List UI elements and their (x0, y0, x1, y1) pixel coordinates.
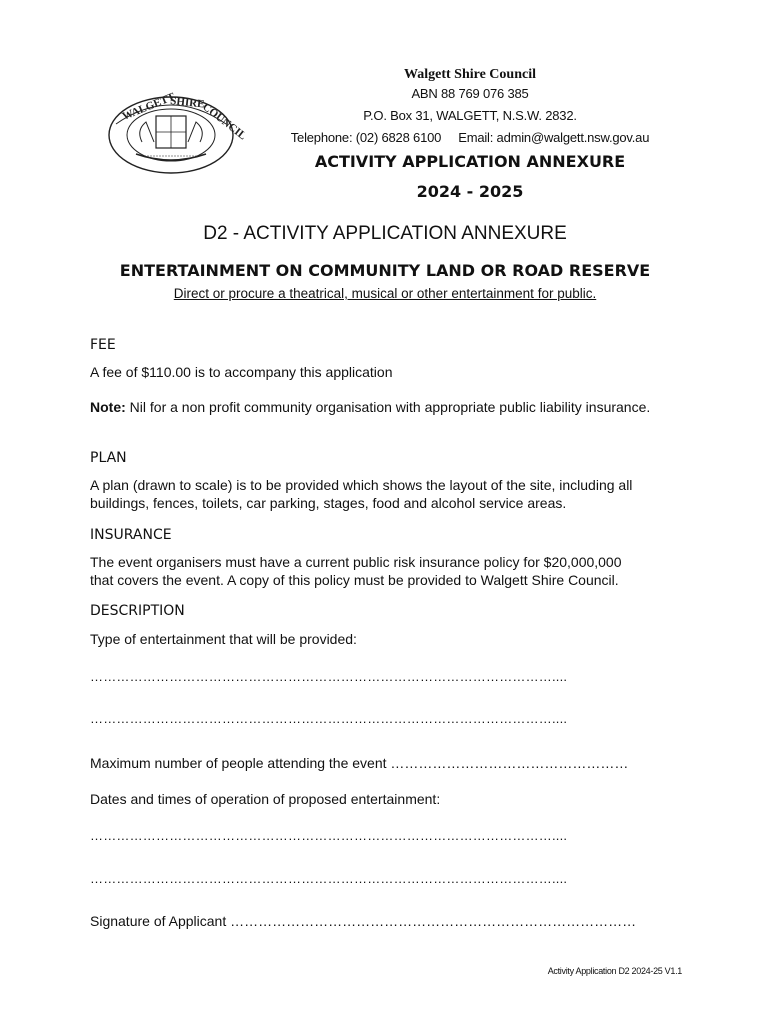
dates-times-line-2[interactable]: …………………………………………………………………………………………….... (90, 871, 568, 886)
dates-times-line-1[interactable]: …………………………………………………………………………………………….... (90, 828, 568, 843)
abn-number: ABN 88 769 076 385 (411, 86, 529, 101)
page-title: D2 - ACTIVITY APPLICATION ANNEXURE (203, 223, 567, 244)
fee-heading: FEE (90, 337, 116, 353)
plan-heading: PLAN (90, 450, 127, 466)
svg-text:COUNCIL: COUNCIL (200, 100, 249, 143)
council-seal-logo (106, 90, 249, 176)
note-label: Note: (90, 399, 126, 415)
contact-line (250, 130, 690, 145)
document-title: ACTIVITY APPLICATION ANNEXURE (314, 152, 626, 171)
insurance-line-1: The event organisers must have a current public risk insurance policy for $20,000,000 (90, 554, 622, 570)
description-heading: DESCRIPTION (90, 603, 185, 619)
intro-text: Direct or procure a theatrical, musical or other entertainment for public. (173, 286, 597, 301)
max-people-field[interactable]: Maximum number of people attending the event …………………………………………… (90, 755, 629, 771)
entertainment-type-label: Type of entertainment that will be provided: (90, 631, 357, 647)
entertainment-type-line-1[interactable]: …………………………………………………………………………………………….... (90, 669, 568, 684)
dates-times-label: Dates and times of operation of proposed entertainment: (90, 791, 441, 807)
svg-text:WALGETT: WALGETT (120, 90, 177, 123)
plan-text: A plan (drawn to scale) is to be provided which shows the layout of the site, including all buildings, fences, toilets, car parking, stages, food and alcohol service areas. (90, 477, 633, 511)
fee-text: A fee of $110.00 is to accompany this application (90, 364, 393, 380)
footer-version: Activity Application D2 2024-25 V1.1 (547, 966, 682, 976)
svg-text:SHIRE: SHIRE (169, 95, 206, 111)
insurance-line-2: that covers the event. A copy of this policy must be provided to Walgett Shire Council. (90, 572, 619, 588)
signature-field[interactable]: Signature of Applicant …………………………………………………………………………… (90, 913, 637, 929)
insurance-heading: INSURANCE (90, 527, 172, 543)
note-text: Nil for a non profit community organisation with appropriate public liability insurance. (125, 399, 651, 415)
document-year: 2024 - 2025 (416, 182, 524, 201)
email-link[interactable]: Email: admin@walgett.nsw.gov.au (458, 130, 650, 145)
entertainment-type-line-2[interactable]: …………………………………………………………………………………………….... (90, 711, 568, 726)
telephone: Telephone: (02) 6828 6100 (290, 130, 442, 145)
postal-address: P.O. Box 31, WALGETT, N.S.W. 2832. (363, 108, 577, 123)
fee-note (90, 398, 680, 416)
council-name: Walgett Shire Council (404, 67, 536, 82)
page-subtitle: ENTERTAINMENT ON COMMUNITY LAND OR ROAD RESERVE (119, 261, 651, 280)
